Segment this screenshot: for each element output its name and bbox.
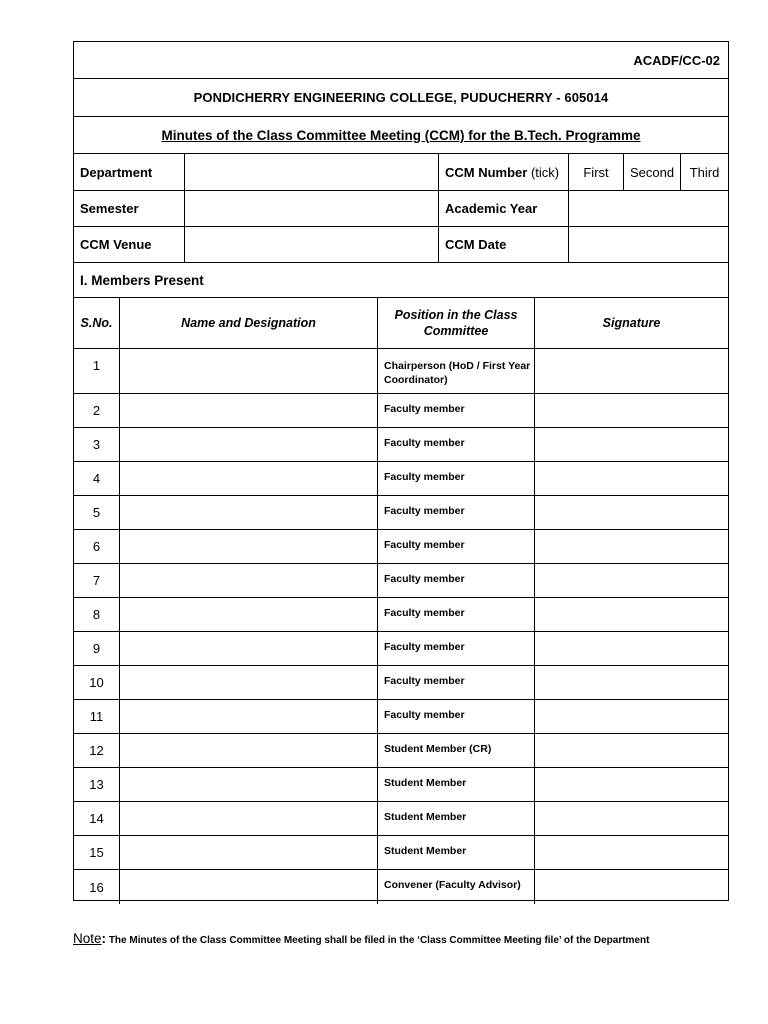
table-row bbox=[74, 598, 728, 632]
row-name-field[interactable] bbox=[119, 632, 377, 665]
row-position: Student Member bbox=[377, 836, 534, 869]
college-name: PONDICHERRY ENGINEERING COLLEGE, PUDUCHERRY - 605014 bbox=[193, 90, 609, 105]
row-position: Faculty member bbox=[377, 598, 534, 631]
row-position: Faculty member bbox=[377, 462, 534, 495]
row-name-field[interactable] bbox=[119, 428, 377, 461]
academic-year-field[interactable] bbox=[568, 191, 728, 226]
row-sno: 9 bbox=[92, 641, 101, 656]
department-field[interactable] bbox=[184, 154, 438, 190]
ccm-venue-label: CCM Venue bbox=[80, 237, 152, 252]
row-sno: 13 bbox=[89, 777, 104, 792]
row-signature-field[interactable] bbox=[534, 530, 728, 563]
form-frame bbox=[73, 41, 729, 901]
members-section-title: I. Members Present bbox=[80, 272, 204, 288]
table-row bbox=[74, 564, 728, 598]
row-sno: 8 bbox=[92, 607, 101, 622]
table-row bbox=[74, 428, 728, 462]
header-sno: S.No. bbox=[80, 316, 113, 330]
footer-note bbox=[73, 931, 649, 946]
row-position: Faculty member bbox=[377, 530, 534, 563]
row-name-field[interactable] bbox=[119, 394, 377, 427]
row-name-field[interactable] bbox=[119, 802, 377, 835]
row-sno: 2 bbox=[92, 403, 101, 418]
row-name-field[interactable] bbox=[119, 564, 377, 597]
table-row bbox=[74, 632, 728, 666]
ccm-venue-field[interactable] bbox=[184, 227, 438, 262]
row-name-field[interactable] bbox=[119, 530, 377, 563]
title-row bbox=[74, 117, 728, 154]
table-row bbox=[74, 700, 728, 734]
college-row bbox=[74, 79, 728, 117]
row-signature-field[interactable] bbox=[534, 564, 728, 597]
row-position: Faculty member bbox=[377, 394, 534, 427]
row-sno: 15 bbox=[89, 845, 104, 860]
row-position: Student Member (CR) bbox=[377, 734, 534, 767]
row-sno: 5 bbox=[92, 505, 101, 520]
semester-field[interactable] bbox=[184, 191, 438, 226]
doc-code: ACADF/CC-02 bbox=[633, 52, 720, 68]
table-row bbox=[74, 802, 728, 836]
row-name-field[interactable] bbox=[119, 666, 377, 699]
row-sno: 1 bbox=[92, 358, 101, 373]
row-name-field[interactable] bbox=[119, 836, 377, 869]
row-signature-field[interactable] bbox=[534, 700, 728, 733]
row-name-field[interactable] bbox=[119, 462, 377, 495]
note-colon: : bbox=[101, 931, 107, 946]
row-signature-field[interactable] bbox=[534, 394, 728, 427]
ccm-number-hint: (tick) bbox=[530, 164, 560, 180]
venue-row bbox=[74, 227, 728, 263]
row-name-field[interactable] bbox=[119, 598, 377, 631]
header-name: Name and Designation bbox=[119, 298, 377, 348]
table-row bbox=[74, 666, 728, 700]
ccm-number-label-text: CCM Number bbox=[445, 164, 528, 180]
ccm-date-field[interactable] bbox=[568, 227, 728, 262]
table-row bbox=[74, 349, 728, 394]
row-sno: 3 bbox=[92, 437, 101, 452]
row-position: Faculty member bbox=[377, 428, 534, 461]
row-signature-field[interactable] bbox=[534, 666, 728, 699]
table-row bbox=[74, 734, 728, 768]
form-title bbox=[74, 117, 728, 153]
department-label: Department bbox=[80, 164, 153, 180]
row-signature-field[interactable] bbox=[534, 836, 728, 869]
table-row bbox=[74, 768, 728, 802]
row-signature-field[interactable] bbox=[534, 462, 728, 495]
row-sno: 12 bbox=[89, 743, 104, 758]
row-signature-field[interactable] bbox=[534, 632, 728, 665]
row-name-field[interactable] bbox=[119, 734, 377, 767]
row-signature-field[interactable] bbox=[534, 802, 728, 835]
row-position: Faculty member bbox=[377, 700, 534, 733]
semester-label: Semester bbox=[80, 201, 139, 216]
table-row bbox=[74, 836, 728, 870]
row-name-field[interactable] bbox=[119, 768, 377, 801]
row-name-field[interactable] bbox=[119, 349, 377, 393]
row-position: Faculty member bbox=[377, 564, 534, 597]
row-position: Convener (Faculty Advisor) bbox=[377, 870, 534, 904]
row-signature-field[interactable] bbox=[534, 496, 728, 529]
doc-code-row bbox=[74, 42, 728, 79]
row-position: Chairperson (HoD / First Year Coordinator) bbox=[377, 349, 534, 393]
row-signature-field[interactable] bbox=[534, 734, 728, 767]
semester-row bbox=[74, 191, 728, 227]
table-row bbox=[74, 870, 728, 904]
row-name-field[interactable] bbox=[119, 700, 377, 733]
ccm-option-third[interactable]: Third bbox=[680, 154, 728, 190]
row-position: Faculty member bbox=[377, 666, 534, 699]
table-row bbox=[74, 394, 728, 428]
row-sno: 4 bbox=[92, 471, 101, 486]
academic-year-label: Academic Year bbox=[438, 191, 568, 226]
row-signature-field[interactable] bbox=[534, 598, 728, 631]
row-signature-field[interactable] bbox=[534, 768, 728, 801]
row-sno: 6 bbox=[92, 539, 101, 554]
note-label: Note bbox=[73, 931, 102, 946]
header-position: Position in the Class Committee bbox=[377, 298, 534, 348]
row-name-field[interactable] bbox=[119, 496, 377, 529]
row-signature-field[interactable] bbox=[534, 428, 728, 461]
table-row bbox=[74, 462, 728, 496]
row-name-field[interactable] bbox=[119, 870, 377, 904]
row-position: Student Member bbox=[377, 802, 534, 835]
row-position: Student Member bbox=[377, 768, 534, 801]
ccm-option-first[interactable]: First bbox=[568, 154, 623, 190]
members-section-row bbox=[74, 263, 728, 298]
row-sno: 14 bbox=[89, 811, 104, 826]
row-sno: 11 bbox=[89, 709, 104, 724]
ccm-number-label bbox=[438, 154, 568, 190]
form-title-text: Minutes of the Class Committee Meeting (CCM) for the B.Tech. Programme bbox=[161, 127, 641, 143]
row-signature-field[interactable] bbox=[534, 349, 728, 393]
row-sno: 10 bbox=[89, 675, 104, 690]
row-position: Faculty member bbox=[377, 496, 534, 529]
row-position: Faculty member bbox=[377, 632, 534, 665]
ccm-date-label: CCM Date bbox=[438, 227, 568, 262]
table-row bbox=[74, 496, 728, 530]
table-row bbox=[74, 530, 728, 564]
ccm-option-second[interactable]: Second bbox=[623, 154, 680, 190]
row-signature-field[interactable] bbox=[534, 870, 728, 904]
row-sno: 7 bbox=[92, 573, 101, 588]
note-text: The Minutes of the Class Committee Meeting shall be filed in the ‘Class Committee Meeting file’ of the Department bbox=[108, 935, 650, 946]
row-sno: 16 bbox=[89, 879, 104, 895]
header-signature: Signature bbox=[534, 298, 728, 348]
department-row bbox=[74, 154, 728, 191]
members-table-header bbox=[74, 298, 728, 349]
